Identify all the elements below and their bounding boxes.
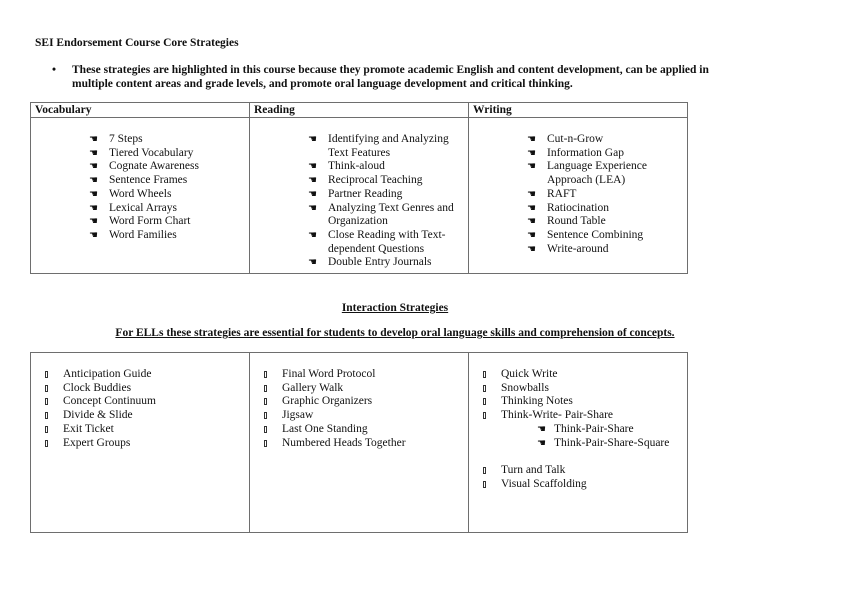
pointing-hand-icon: ☚ bbox=[537, 437, 546, 449]
pointing-hand-icon: ☚ bbox=[527, 147, 536, 159]
interaction-list-2 bbox=[264, 368, 464, 450]
list-item: Concept Continuum bbox=[45, 395, 245, 409]
list-item: ☚ Cognate Awareness bbox=[89, 160, 199, 173]
missing-glyph-box-icon bbox=[45, 398, 48, 405]
interaction-list-3-after bbox=[483, 464, 683, 491]
list-item: Numbered Heads Together bbox=[264, 437, 464, 451]
list-item: ☚ Analyzing Text Genres and Organization bbox=[308, 201, 454, 228]
reading-column bbox=[249, 103, 469, 273]
missing-glyph-box-icon bbox=[264, 385, 267, 392]
list-item: ☚ Double Entry Journals bbox=[308, 256, 432, 269]
list-item: Divide & Slide bbox=[45, 409, 245, 423]
pointing-hand-icon: ☚ bbox=[527, 243, 536, 255]
list-item: Thinking Notes bbox=[483, 395, 683, 409]
list-item: ☚ Ratiocination bbox=[527, 201, 609, 214]
list-item: ☚ Word Form Chart bbox=[89, 215, 191, 228]
list-item: Anticipation Guide bbox=[45, 368, 245, 382]
core-strategies-table bbox=[30, 102, 688, 274]
pointing-hand-icon: ☚ bbox=[308, 229, 317, 241]
list-item: ☚ Tiered Vocabulary bbox=[89, 146, 194, 159]
list-item: ☚ Sentence Combining bbox=[527, 228, 644, 241]
column-header-reading: Reading bbox=[250, 103, 469, 118]
pointing-hand-icon: ☚ bbox=[527, 202, 536, 214]
list-item: Quick Write bbox=[483, 368, 683, 382]
list-item: ☚ Word Wheels bbox=[89, 187, 172, 200]
list-item: ☚ Partner Reading bbox=[308, 187, 403, 200]
pointing-hand-icon: ☚ bbox=[89, 216, 98, 228]
list-item: ☚ Cut-n-Grow bbox=[527, 133, 604, 145]
pointing-hand-icon: ☚ bbox=[527, 188, 536, 200]
pointing-hand-icon: ☚ bbox=[527, 216, 536, 228]
pointing-hand-icon: ☚ bbox=[308, 161, 317, 173]
interaction-list-1 bbox=[45, 368, 245, 450]
list-item: Final Word Protocol bbox=[264, 368, 464, 382]
interaction-list-3 bbox=[483, 368, 683, 423]
interaction-column-3 bbox=[468, 353, 688, 532]
writing-column bbox=[468, 103, 688, 273]
pointing-hand-icon: ☚ bbox=[308, 175, 317, 187]
list-item: ☚ Identifying and Analyzing Text Features bbox=[308, 133, 449, 159]
list-item: ☚ RAFT bbox=[527, 187, 577, 200]
list-item: ☚ Round Table bbox=[527, 215, 606, 228]
list-item: ☚ Close Reading with Text-dependent Questions bbox=[308, 228, 446, 255]
list-item: Gallery Walk bbox=[264, 382, 464, 396]
interaction-strategies-title: Interaction Strategies bbox=[341, 302, 449, 314]
list-item: Exit Ticket bbox=[45, 423, 245, 437]
missing-glyph-box-icon bbox=[45, 412, 48, 419]
pointing-hand-icon: ☚ bbox=[308, 188, 317, 200]
document-title: SEI Endorsement Course Core Strategies bbox=[35, 37, 239, 49]
think-pair-share-sublist bbox=[483, 423, 710, 450]
list-item: Expert Groups bbox=[45, 437, 245, 451]
column-header-writing: Writing bbox=[469, 103, 688, 118]
interaction-column-1 bbox=[31, 353, 249, 532]
list-item: Jigsaw bbox=[264, 409, 464, 423]
list-item: ☚ Think-Pair-Share-Square bbox=[537, 436, 670, 449]
list-item: ☚ Think-Pair-Share bbox=[537, 423, 634, 435]
list-item: ☚ Information Gap bbox=[527, 146, 624, 159]
missing-glyph-box-icon bbox=[264, 426, 267, 433]
list-item: ☚ Language Experience Approach (LEA) bbox=[527, 160, 647, 187]
list-item: ☚ Sentence Frames bbox=[89, 174, 188, 187]
missing-glyph-box-icon bbox=[264, 371, 267, 378]
missing-glyph-box-icon bbox=[483, 371, 486, 378]
vocabulary-list bbox=[89, 133, 239, 243]
list-item: Visual Scaffolding bbox=[483, 478, 683, 492]
pointing-hand-icon: ☚ bbox=[89, 202, 98, 214]
missing-glyph-box-icon bbox=[45, 440, 48, 447]
reading-list bbox=[308, 133, 458, 270]
list-item: Clock Buddies bbox=[45, 382, 245, 396]
pointing-hand-icon: ☚ bbox=[537, 424, 546, 435]
list-item: Turn and Talk bbox=[483, 464, 683, 478]
pointing-hand-icon: ☚ bbox=[89, 161, 98, 173]
pointing-hand-icon: ☚ bbox=[527, 134, 536, 145]
bullet-icon: • bbox=[52, 64, 57, 76]
missing-glyph-box-icon bbox=[264, 440, 267, 447]
list-item: ☚ Think-aloud bbox=[308, 160, 385, 173]
interaction-strategies-table bbox=[30, 352, 688, 533]
pointing-hand-icon: ☚ bbox=[89, 229, 98, 241]
missing-glyph-box-icon bbox=[483, 385, 486, 392]
interaction-column-2 bbox=[249, 353, 469, 532]
list-item: Last One Standing bbox=[264, 423, 464, 437]
list-item: ☚ Reciprocal Teaching bbox=[308, 174, 423, 187]
list-item: ☚ Word Families bbox=[89, 228, 177, 241]
pointing-hand-icon: ☚ bbox=[89, 134, 98, 145]
missing-glyph-box-icon bbox=[45, 385, 48, 392]
pointing-hand-icon: ☚ bbox=[89, 188, 98, 200]
vocabulary-column bbox=[31, 103, 249, 273]
list-item: Think-Write- Pair-Share bbox=[483, 409, 683, 423]
list-item: Graphic Organizers bbox=[264, 395, 464, 409]
missing-glyph-box-icon bbox=[45, 426, 48, 433]
missing-glyph-box-icon bbox=[483, 398, 486, 405]
pointing-hand-icon: ☚ bbox=[308, 257, 317, 269]
list-item: ☚ Lexical Arrays bbox=[89, 201, 178, 214]
list-item: Snowballs bbox=[483, 382, 683, 396]
interaction-strategies-subtitle: For ELLs these strategies are essential for students to develop oral language skills and comprehension of concepts. bbox=[115, 327, 675, 339]
missing-glyph-box-icon bbox=[264, 412, 267, 419]
pointing-hand-icon: ☚ bbox=[527, 161, 536, 173]
intro-text: These strategies are highlighted in this course because they promote academic English and content development, can be applied in multiple content areas and grade levels, and promote oral language development and critical thinking. bbox=[72, 64, 709, 90]
missing-glyph-box-icon bbox=[483, 481, 486, 488]
missing-glyph-box-icon bbox=[483, 467, 486, 474]
list-item: ☚ Write-around bbox=[527, 242, 609, 255]
pointing-hand-icon: ☚ bbox=[89, 147, 98, 159]
writing-list bbox=[527, 133, 677, 256]
pointing-hand-icon: ☚ bbox=[308, 202, 317, 214]
pointing-hand-icon: ☚ bbox=[89, 175, 98, 187]
missing-glyph-box-icon bbox=[264, 398, 267, 405]
list-item: ☚ 7 Steps bbox=[89, 133, 143, 145]
intro-bullet-paragraph bbox=[52, 63, 752, 91]
column-header-vocabulary: Vocabulary bbox=[31, 103, 249, 118]
missing-glyph-box-icon bbox=[45, 371, 48, 378]
pointing-hand-icon: ☚ bbox=[527, 229, 536, 241]
pointing-hand-icon: ☚ bbox=[308, 134, 317, 145]
missing-glyph-box-icon bbox=[483, 412, 486, 419]
